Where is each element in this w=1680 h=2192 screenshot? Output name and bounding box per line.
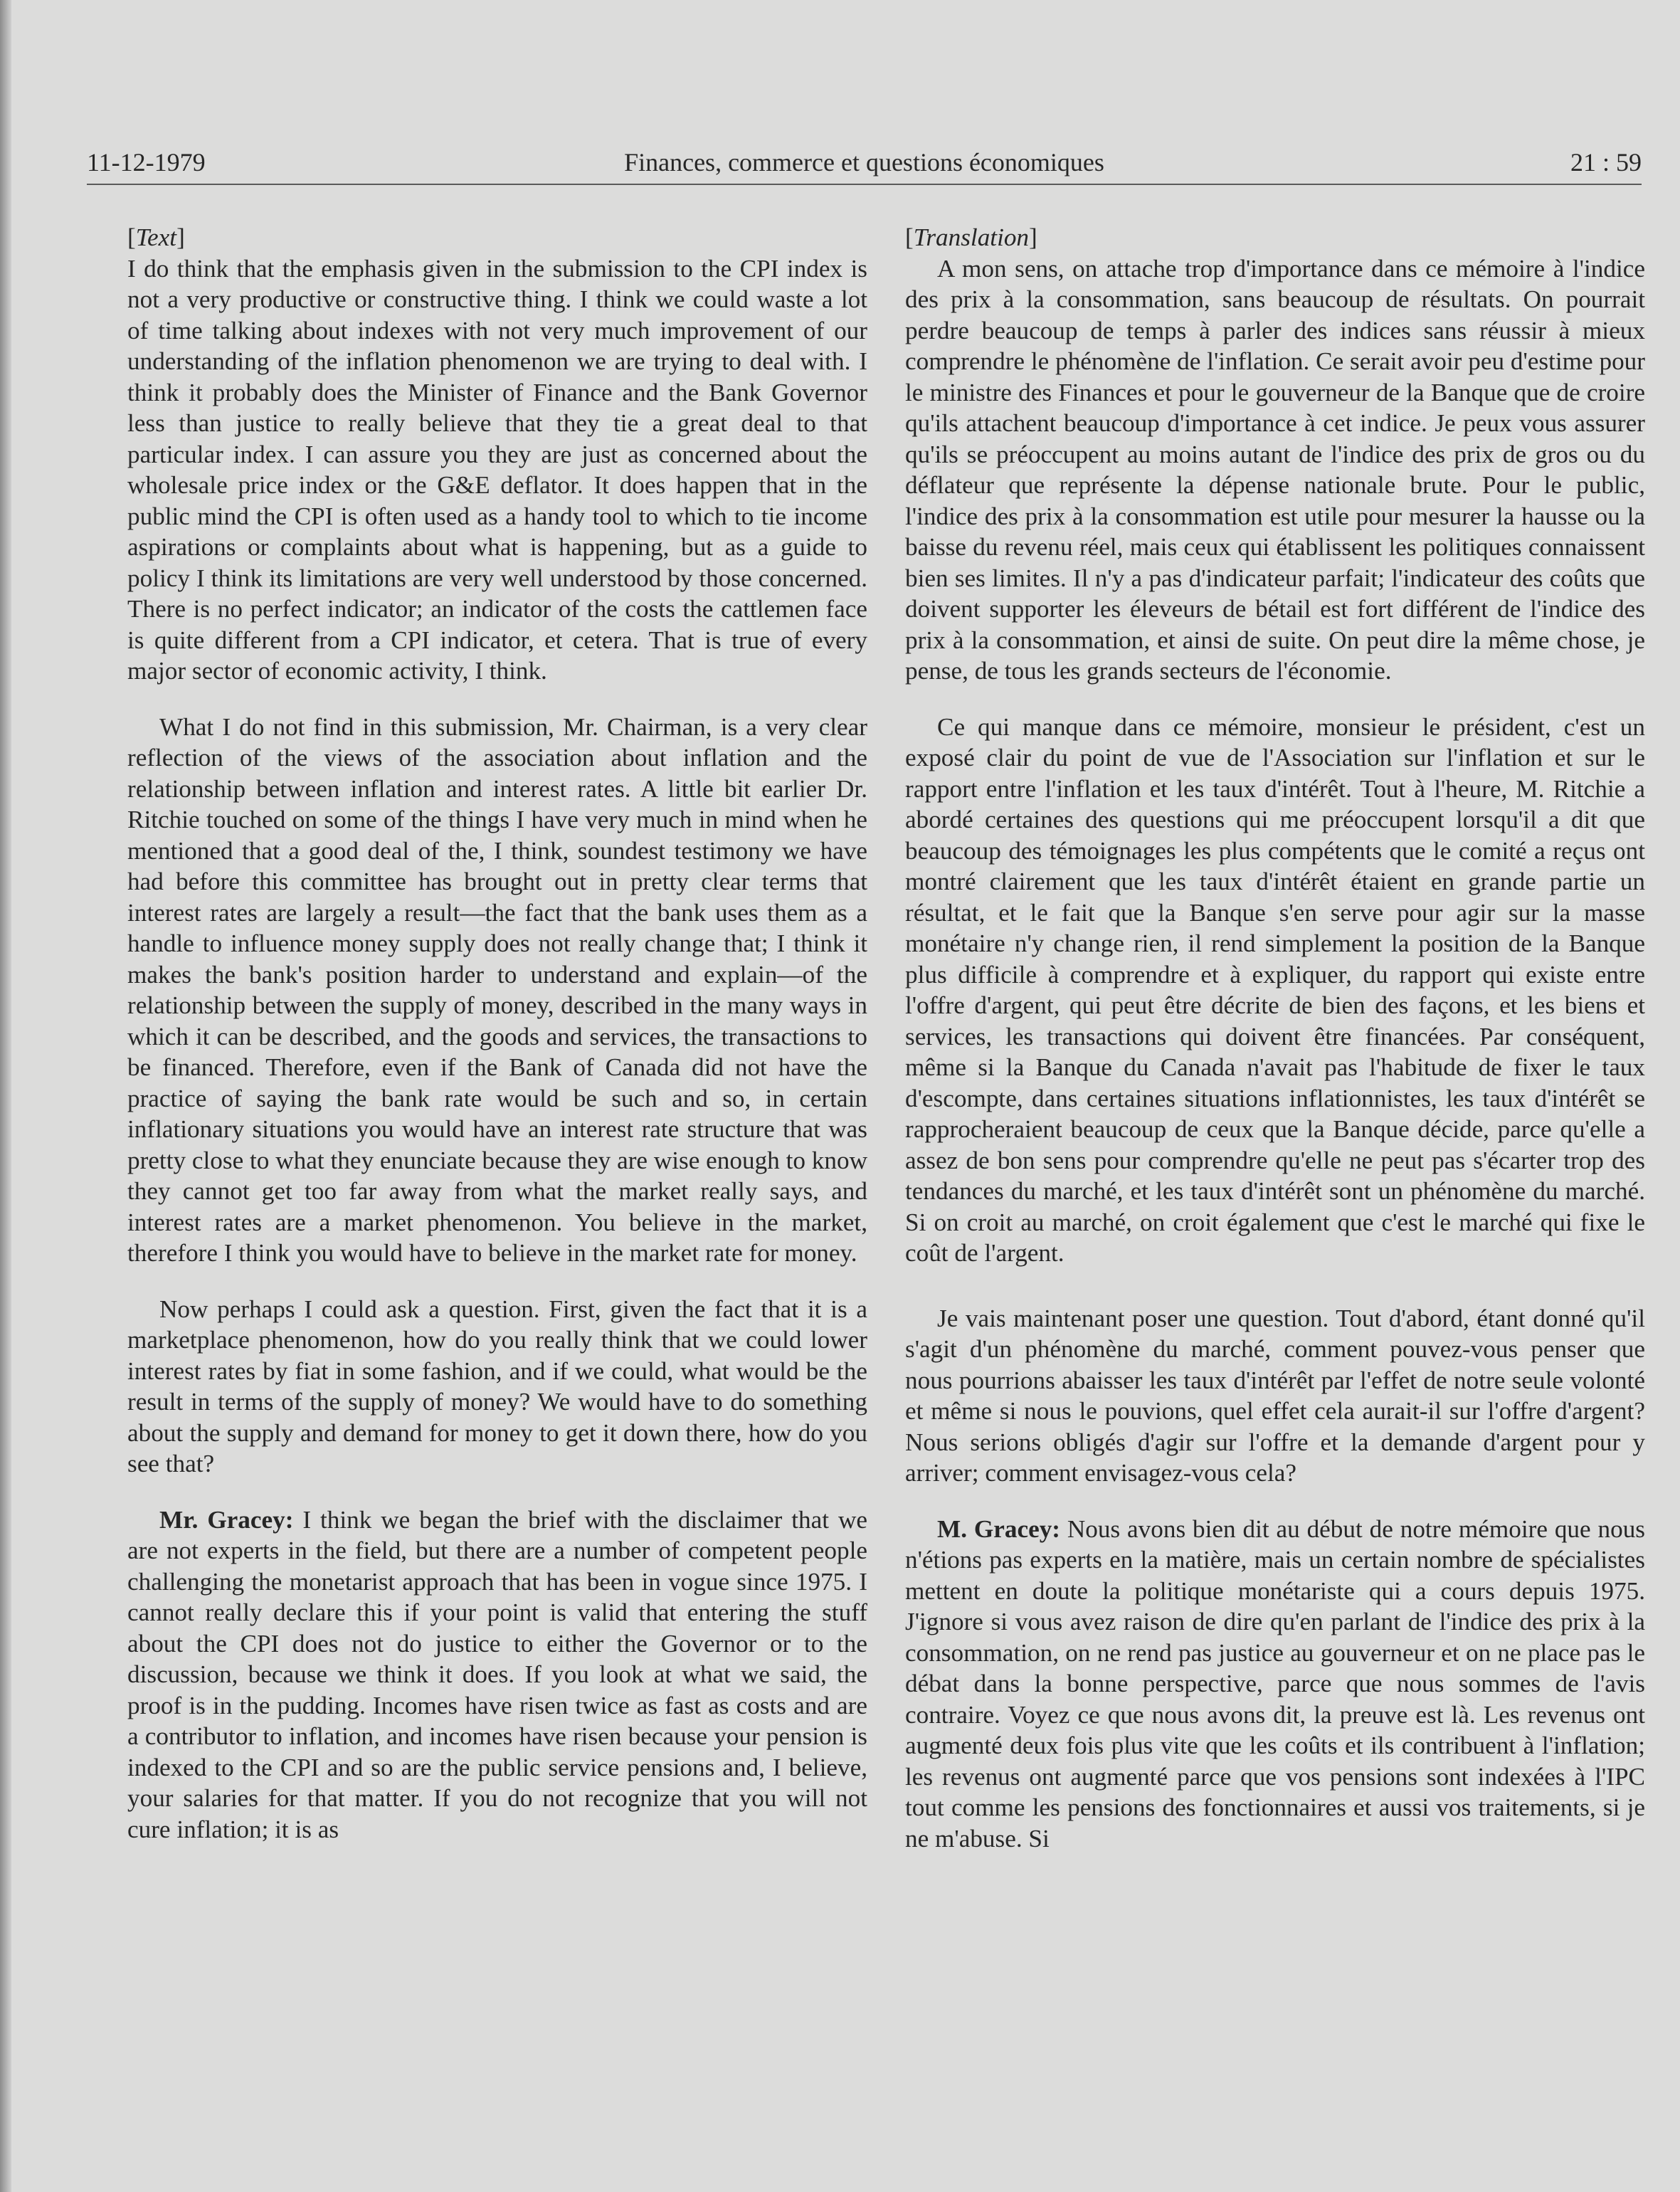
speaker-text: Nous avons bien dit au début de notre mémoire que nous n'étions pas experts en la matière, mais un certain nombre de spécialistes mettent en doute la politique monétariste qui a cours depuis 1975. J'ignore si vous avez raison de dire qu'en parlant de l'indice des prix à la consommation, on ne rend pas justice au gouverneur et on ne place pas le débat dans la bonne perspective, parce que nous sommes de l'avis contraire. Voyez ce que nous avons dit, la preuve est là. Les revenus ont augmenté deux fois plus vite que les coûts et ils contribuent à l'inflation; les revenus ont augmenté parce que vos pensions sont indexées à l'IPC tout comme les pensions des fonctionnaires et aussi vos traitements, si je ne m'abuse. Si [905,1514,1645,1853]
speaker-text: I think we began the brief with the disclaimer that we are not experts in the field, but there are a number of competent people challenging the monetarist approach that has been in vogue since 1975. I cannot really declare this if your point is valid that entering the stuff about the CPI does not do justice to either the Governor or to the discussion, because we think it does. If you look at what we said, the proof is in the pudding. Incomes have risen twice as fast as costs and are a contributor to inflation, and incomes have risen because your pension is indexed to the CPI and so are the public service pensions and, I believe, your salaries for that matter. If you do not recognize that you will not cure inflation; it is as [127,1505,867,1843]
paragraph: I do think that the emphasis given in the submission to the CPI index is not a very productive or constructive thing. I think we could waste a lot of time talking about indexes with not very much improvement of our understanding of the inflation phenomenon we are trying to deal with. I think it probably does the Minister of Finance and the Bank Governor less than justice to really believe that they tie a great deal to that particular index. I can assure you they are just as concerned about the wholesale price index or the G&E deflator. It does happen that in the public mind the CPI is often used as a handy tool to which to tie income aspirations or complaints about what is happening, but as a guide to policy I think its limitations are very well understood by those concerned. There is no perfect indicator; an indicator of the costs the cattlemen face is quite different from a CPI indicator, et cetera. That is true of every major sector of economic activity, I think. [127,254,867,685]
speaker-paragraph [905,1514,1645,1855]
paragraph: A mon sens, on attache trop d'importance dans ce mémoire à l'indice des prix à la consommation, sans beaucoup de résultats. On pourrait perdre beaucoup de temps à parler des indices sans réussir à mieux comprendre le phénomène de l'inflation. Ce serait avoir peu d'estime pour le ministre des Finances et pour le gouverneur de la Banque que de croire qu'ils attachent beaucoup d'importance à cet indice. Je peux vous assurer qu'ils se préoccupent au moins autant de l'indice des prix de gros ou du déflateur que représente la dépense nationale brute. Pour le public, l'indice des prix à la consommation est utile pour mesurer la hausse ou la baisse du revenu réel, mais ceux qui établissent les politiques connaissent bien ses limites. Il n'y a pas d'indicateur parfait; l'indicateur des coûts que doivent supporter les éleveurs de bétail est fort différent de l'indice des prix à la consommation, et ainsi de suite. On peut dire la même chose, je pense, de tous les grands secteurs de l'économie. [905,254,1645,685]
speaker-name: Mr. Gracey: [159,1505,294,1534]
page-binding-edge [0,0,11,2192]
speaker-paragraph [127,1505,867,1845]
page-header [87,144,1642,185]
paragraph: Now perhaps I could ask a question. First, given the fact that it is a marketplace phenomenon, how do you really think that we could lower interest rates by fiat in some fashion, and if we could, what would be the result in terms of the supply of money? We would have to do something about the supply and demand for money to get it down there, how do you see that? [127,1295,867,1477]
french-column [905,222,1645,1879]
header-date: 11-12-1979 [87,148,206,176]
paragraph: What I do not find in this submission, Mr. Chairman, is a very clear reflection of the views of the association about inflation and the relationship between inflation and interest rates. A little bit earlier Dr. Ritchie touched on some of the things I have very much in mind when he mentioned that a good deal of the, I think, soundest testimony we have had before this committee has brought out in pretty clear terms that interest rates are largely a result—the fact that the bank uses them as a handle to influence money supply does not really change that; I think it makes the bank's position harder to understand and explain—of the relationship between the supply of money, described in the many ways in which it can be described, and the goods and services, the transactions to be financed. Therefore, even if the Bank of Canada did not have the practice of saying the bank rate would be such and so, in certain inflationary situations you would have an interest rate structure that was pretty close to what they enunciate because they are wise enough to know they cannot get too far away from what the market really says, and interest rates are a market phenomenon. You believe in the market, therefore I think you would have to believe in the market rate for money. [127,712,867,1267]
translation-label: [Translation] [905,223,1037,251]
paragraph: Je vais maintenant poser une question. Tout d'abord, étant donné qu'il s'agit d'un phénomène du marché, comment pouvez-vous penser que nous pourrions abaisser les taux d'intérêt par l'effet de notre seule volonté et même si nous le pouvions, quel effet cela aurait-il sur l'offre d'argent? Nous serions obligés d'agir sur l'offre et la demande d'argent pour y arriver; comment envisagez-vous cela? [905,1304,1645,1487]
paragraph: Ce qui manque dans ce mémoire, monsieur le président, c'est un exposé clair du point de vue de l'Association sur l'inflation et sur le rapport entre l'inflation et les taux d'intérêt. Tout à l'heure, M. Ritchie a abordé certaines des questions qui me préoccupent lorsqu'il a dit que beaucoup des témoignages les plus compétents que le comité a reçus ont montré clairement que les taux d'intérêt étaient en grande partie un résultat, et le fait que la Banque s'en serve pour agir sur la masse monétaire n'y change rien, il rend simplement la position de la Banque plus difficile à comprendre et à expliquer, du rapport qui existe entre l'offre d'argent, qui peut être décrite de bien des façons, et les biens et services, les transactions qui doivent être financées. Par conséquent, même si la Banque du Canada n'avait pas l'habitude de fixer le taux d'escompte, dans certaines situations inflationnistes, les taux d'intérêt se rapprocheraient beaucoup de ceux que la Banque décide, parce qu'elle a assez de bon sens pour comprendre qu'elle ne peut pas s'écarter trop des tendances du marché, et les taux d'intérêt sont un phénomène du marché. Si on croit au marché, on croit également que c'est le marché qui fixe le coût de l'argent. [905,712,1645,1267]
header-page-number: 21 : 59 [1570,148,1642,176]
header-title: Finances, commerce et questions économiques [624,148,1104,176]
english-column [127,222,867,1870]
text-label: [Text] [127,223,185,251]
speaker-name: M. Gracey: [937,1514,1061,1543]
